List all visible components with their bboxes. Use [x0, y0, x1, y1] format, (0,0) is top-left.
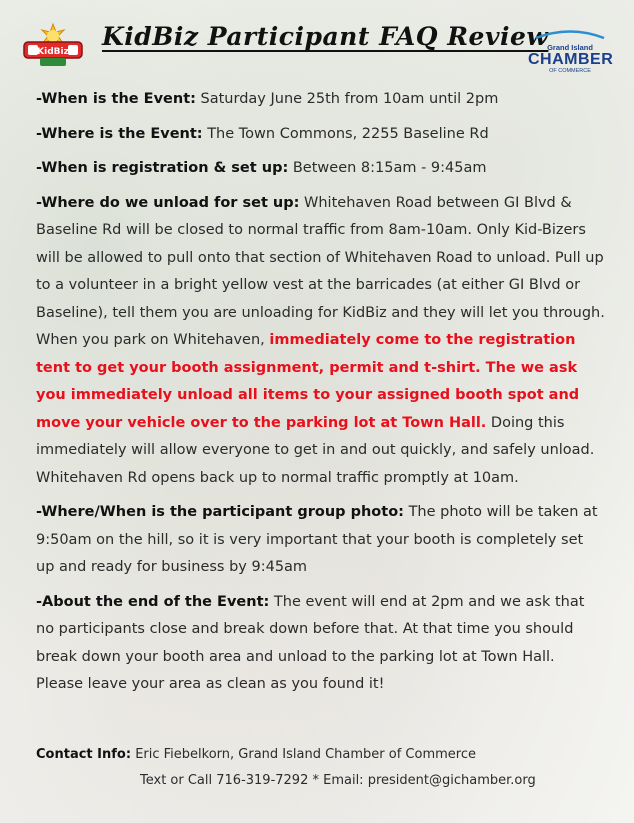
chamber-logo	[528, 24, 614, 74]
faq-question: -Where is the Event:	[36, 125, 203, 142]
faq-item-group-photo	[36, 499, 606, 582]
kidbiz-logo	[18, 22, 88, 68]
chamber-logo-main: CHAMBER	[528, 51, 614, 68]
faq-item-unload	[36, 190, 606, 493]
contact-name: Eric Fiebelkorn, Grand Island Chamber of Commerce	[135, 747, 476, 762]
kidbiz-logo-text: KidBiz	[37, 47, 69, 57]
faq-answer: The event will end at 2pm and we ask that no participants close and break down before that. At that time you should break down your booth area and unload to the parking lot at Town Hall. Please leave your area as clean as you found it!	[36, 593, 585, 692]
page-title: KidBiz Participant FAQ Review	[102, 22, 549, 51]
chamber-logo-icon	[528, 29, 612, 39]
kidbiz-logo-icon	[18, 22, 88, 68]
faq-item-registration	[36, 155, 606, 183]
chamber-logo-top: Grand Island	[547, 43, 593, 52]
faq-answer: Saturday June 25th from 10am until 2pm	[200, 91, 499, 107]
faq-answer: Whitehaven Road between GI Blvd & Baseline Rd will be closed to normal traffic from 8am-10am. Only Kid-Bizers will be allowed to pull onto that section of Whitehaven Road to unload. Pull up to a volunteer in a bright yellow vest at the barricades (at either GI Blvd or Baseline), tell them you are unloading for KidBiz and they will let you through. When you park on Whitehaven,	[36, 194, 605, 348]
faq-question: -Where/When is the participant group photo:	[36, 504, 404, 520]
contact-line-1	[36, 742, 606, 768]
faq-answer: The photo will be taken at 9:50am on the hill, so it is very important that your booth is completely set up and ready for business by 9:45am	[36, 504, 598, 575]
faq-answer-continued: Doing this immediately will allow everyone to get in and out quickly, and safely unload. Whitehaven Rd opens back up to normal traffic promptly at 10am.	[36, 414, 595, 486]
contact-line-2: Text or Call 716-319-7292 * Email: president@gichamber.org	[140, 773, 536, 788]
contact-info	[36, 742, 606, 794]
faq-item-event-end	[36, 589, 606, 699]
faq-answer-highlight: immediately come to the registration tent to get your booth assignment, permit and t-shirt. The we ask you immediately unload all items to your assigned booth spot and move your vehicle over to the parking lot at Town Hall.	[36, 332, 580, 431]
faq-question: -When is registration & set up:	[36, 160, 289, 176]
faq-item-event-location	[36, 121, 606, 149]
header	[0, 0, 634, 76]
faq-answer: The Town Commons, 2255 Baseline Rd	[207, 125, 489, 142]
faq-item-event-time	[36, 86, 606, 114]
contact-label: Contact Info:	[36, 747, 132, 762]
faq-question: -When is the Event:	[36, 91, 196, 107]
faq-question: -Where do we unload for set up:	[36, 194, 300, 211]
faq-answer: Between 8:15am - 9:45am	[292, 160, 487, 176]
faq-question: -About the end of the Event:	[36, 593, 270, 610]
faq-list	[36, 86, 606, 706]
chamber-logo-bottom: OF COMMERCE	[549, 68, 591, 74]
